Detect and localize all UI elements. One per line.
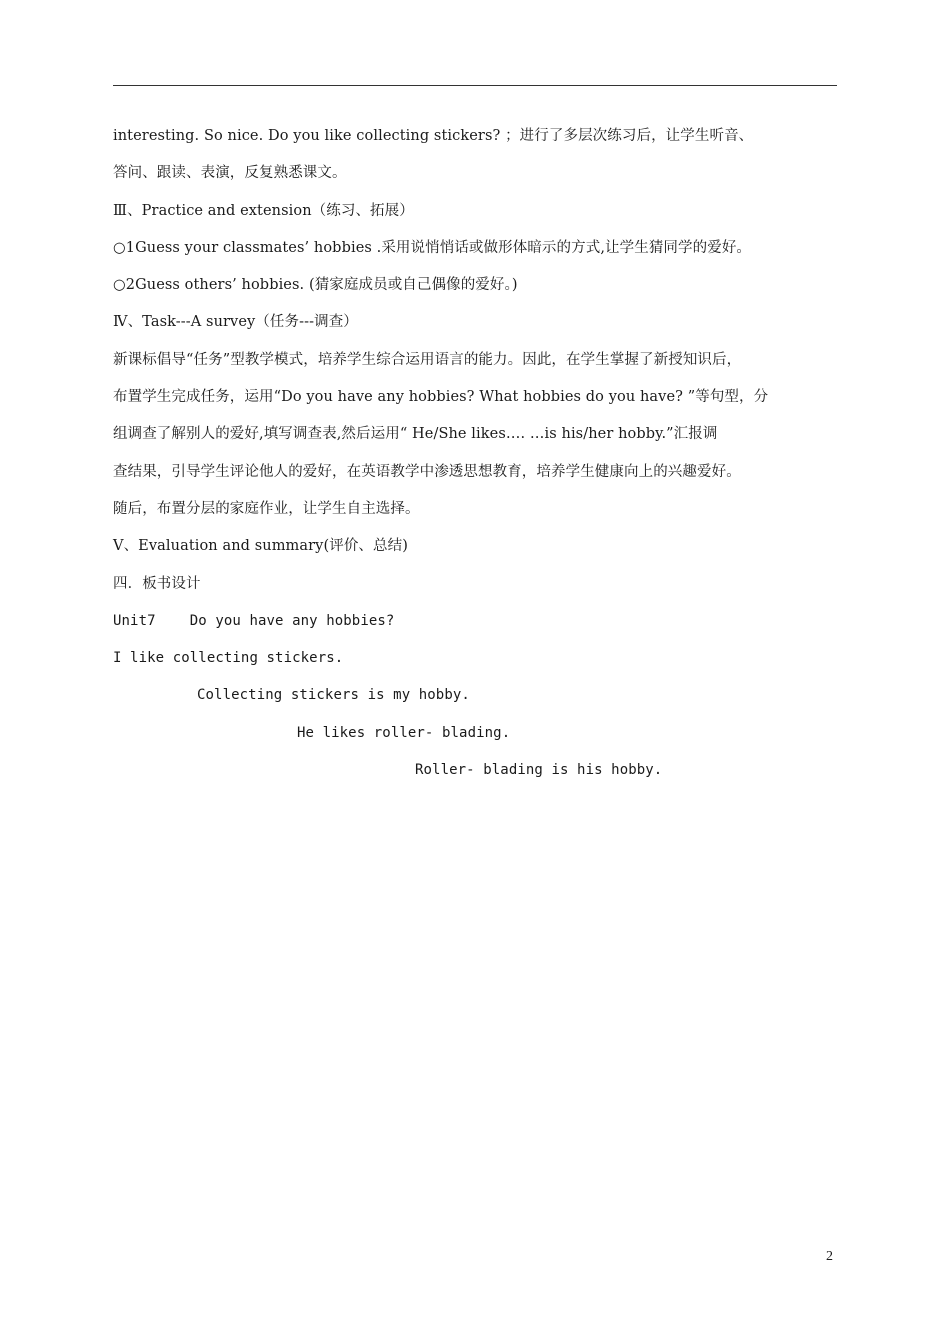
document-body [113, 118, 837, 789]
paragraph-line: 组调查了解别人的爱好,填写调查表,然后运用“ He/She likes…. …is his/her hobby.”汇报调 [113, 426, 718, 443]
section-heading-board-design: 四．板书设计 [113, 575, 201, 592]
paragraph-line: 查结果，引导学生评论他人的爱好，在英语教学中渗透思想教育，培养学生健康向上的兴趣爱好。 [113, 463, 741, 480]
list-item-guess-others: ○2Guess others’ hobbies. (猜家庭成员或自己偶像的爱好。) [113, 277, 518, 294]
board-line-4: Roller- blading is his hobby. [415, 762, 663, 779]
section-heading-task: Ⅳ、Task---A survey（任务---调查） [113, 314, 358, 331]
section-heading-evaluation: Ⅴ、Evaluation and summary(评价、总结) [113, 538, 408, 555]
paragraph-line: 新课标倡导“任务”型教学模式，培养学生综合运用语言的能力。因此，在学生掌握了新授知识后， [113, 351, 742, 368]
board-line-1: I like collecting stickers. [113, 650, 344, 667]
paragraph-line: 答问、跟读、表演，反复熟悉课文。 [113, 165, 347, 182]
board-line-2: Collecting stickers is my hobby. [197, 687, 470, 704]
board-line-3: He likes roller- blading. [297, 724, 511, 741]
board-unit-line: Unit7 Do you have any hobbies? [113, 612, 395, 629]
header-rule [113, 85, 837, 86]
list-item-guess-classmates: ○1Guess your classmates’ hobbies .采用说悄悄话或做形体暗示的方式,让学生猜同学的爱好。 [113, 239, 752, 256]
paragraph-line: 随后，布置分层的家庭作业，让学生自主选择。 [113, 500, 420, 517]
paragraph-line: 布置学生完成任务，运用“Do you have any hobbies? What hobbies do you have? ”等句型，分 [113, 389, 769, 406]
page-number: 2 [826, 1249, 833, 1264]
paragraph-line: interesting. So nice. Do you like collecting stickers? ；进行了多层次练习后，让学生听音、 [113, 128, 754, 144]
section-heading-practice: Ⅲ、Practice and extension（练习、拓展） [113, 202, 414, 219]
